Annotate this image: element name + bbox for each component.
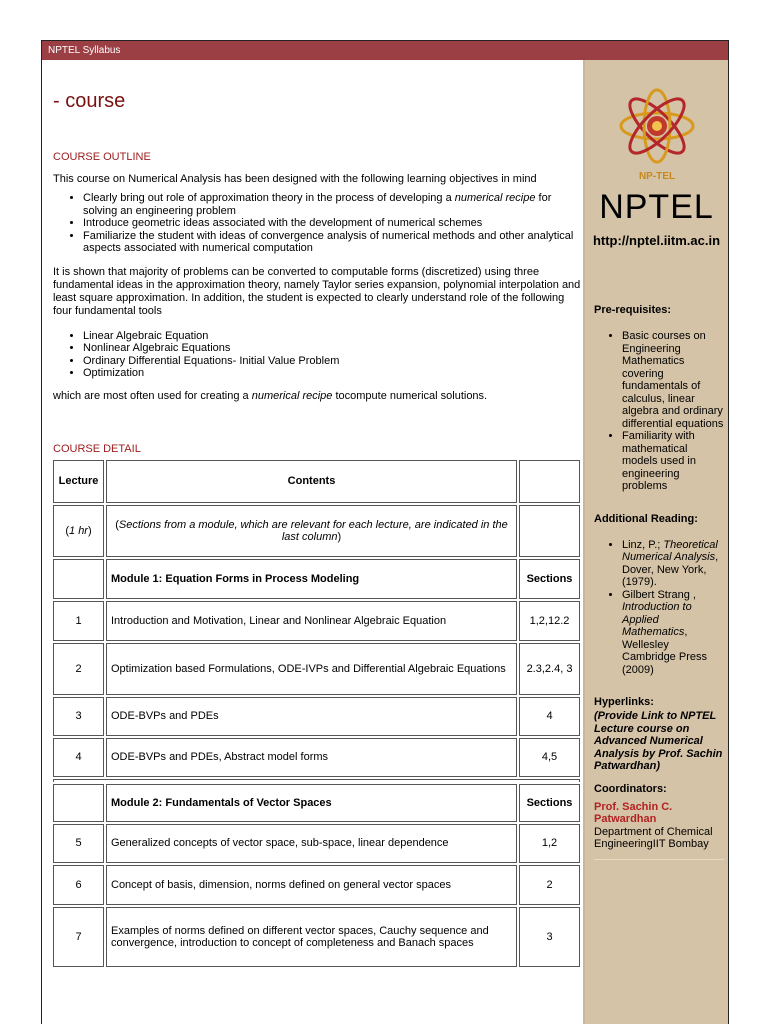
reading-list xyxy=(594,539,724,677)
table-row xyxy=(53,865,580,905)
list-item: • Familiarize the student with ideas of convergence analysis of numerical methods and other analytical aspects associated with numerical computation xyxy=(83,230,583,255)
lecture-sections: 4,5 xyxy=(519,738,580,777)
list-item: • Nonlinear Algebraic Equations xyxy=(83,342,583,355)
svg-text:NP-TEL: NP-TEL xyxy=(638,171,675,182)
outline-intro: This course on Numerical Analysis has been designed with the following learning objectives in mind xyxy=(53,173,537,185)
objectives-list xyxy=(53,192,583,255)
top-bar xyxy=(42,41,728,60)
lecture-sections: 3 xyxy=(519,907,580,967)
module-title: Module 2: Fundamentals of Vector Spaces xyxy=(106,784,517,822)
top-bar-title: NPTEL Syllabus xyxy=(48,45,121,56)
page-title: - course xyxy=(53,90,126,112)
nptel-brand: NPTEL xyxy=(599,188,714,226)
prereq-heading: Pre-requisites: xyxy=(594,304,672,316)
lecture-contents: Generalized concepts of vector space, sub-space, linear dependence xyxy=(106,824,517,863)
lecture-number: 6 xyxy=(53,865,104,905)
table-row xyxy=(53,824,580,863)
lecture-sections: 4 xyxy=(519,697,580,736)
lecture-contents: Introduction and Motivation, Linear and Nonlinear Algebraic Equation xyxy=(106,601,517,641)
prereq-list xyxy=(594,330,724,493)
lecture-sections: 2.3,2.4, 3 xyxy=(519,643,580,695)
lecture-number: 4 xyxy=(53,738,104,777)
lecture-number: 7 xyxy=(53,907,104,967)
lecture-number: 3 xyxy=(53,697,104,736)
lecture-contents: ODE-BVPs and PDEs xyxy=(106,697,517,736)
page-frame xyxy=(41,40,729,1024)
lecture-header: Lecture xyxy=(53,460,104,503)
empty-cell xyxy=(519,460,580,503)
list-item: • Clearly bring out role of approximation theory in the process of developing a numerical recipe for solving an engineering problem xyxy=(83,192,583,217)
hours-cell: (1 hr) xyxy=(53,505,104,557)
hyperlinks-text[interactable]: (Provide Link to NPTEL Lecture course on Advanced Numerical Analysis by Prof. Sachin Patwardhan) xyxy=(594,710,723,772)
empty-cell xyxy=(53,559,104,599)
divider xyxy=(53,779,580,782)
course-detail-table xyxy=(51,458,582,969)
module-title: Module 1: Equation Forms in Process Modeling xyxy=(106,559,517,599)
lecture-contents: Optimization based Formulations, ODE-IVPs and Differential Algebraic Equations xyxy=(106,643,517,695)
list-item: • Linear Algebraic Equation xyxy=(83,330,583,343)
sections-note: (Sections from a module, which are relevant for each lecture, are indicated in the last column) xyxy=(106,505,517,557)
hyperlinks-heading: Hyperlinks: xyxy=(594,696,654,708)
main-content xyxy=(42,60,585,1024)
divider xyxy=(594,859,724,860)
lecture-contents: Concept of basis, dimension, norms defined on general vector spaces xyxy=(106,865,517,905)
empty-cell xyxy=(53,784,104,822)
lecture-sections: 2 xyxy=(519,865,580,905)
table-row xyxy=(53,601,580,641)
tools-list xyxy=(53,330,583,380)
nptel-logo-icon xyxy=(613,82,701,182)
list-item: • Gilbert Strang , Introduction to Applied Mathematics, Wellesley Cambridge Press (2009) xyxy=(622,589,724,677)
table-row xyxy=(53,907,580,967)
table-row xyxy=(53,643,580,695)
lecture-contents: Examples of norms defined on different vector spaces, Cauchy sequence and convergence, introduction to concept of completeness and Banach spaces xyxy=(106,907,517,967)
empty-cell xyxy=(519,505,580,557)
nptel-url-link[interactable]: http://nptel.iitm.ac.in xyxy=(592,233,721,248)
contents-header: Contents xyxy=(106,460,517,503)
lecture-sections: 1,2 xyxy=(519,824,580,863)
table-row xyxy=(53,738,580,777)
coordinator-dept: Department of Chemical EngineeringIIT Bombay xyxy=(594,825,713,850)
sections-header: Sections xyxy=(519,784,580,822)
outline-closing: which are most often used for creating a numerical recipe tocompute numerical solutions. xyxy=(53,389,488,402)
sections-header: Sections xyxy=(519,559,580,599)
lecture-sections: 1,2,12.2 xyxy=(519,601,580,641)
table-row xyxy=(53,697,580,736)
course-detail-heading: COURSE DETAIL xyxy=(53,442,141,455)
lecture-number: 2 xyxy=(53,643,104,695)
coordinator-name: Prof. Sachin C. Patwardhan xyxy=(594,800,673,825)
coordinators-heading: Coordinators: xyxy=(594,782,667,795)
list-item: • Linz, P.; Theoretical Numerical Analysis, Dover, New York, (1979). xyxy=(622,539,724,589)
lecture-contents: ODE-BVPs and PDEs, Abstract model forms xyxy=(106,738,517,777)
list-item: • Familiarity with mathematical models used in engineering problems xyxy=(622,430,724,493)
outline-paragraph: It is shown that majority of problems can be converted to computable forms (discretized) using three fundamental ideas in the approximation theory, namely Taylor series expansion, polynomial interpolation and least square approximation. In addition, the student is expected to clearly understand role of the following four fundamental tools xyxy=(53,265,581,317)
lecture-number: 1 xyxy=(53,601,104,641)
list-item: • Basic courses on Engineering Mathematics covering fundamentals of calculus, linear algebra and ordinary differential equations xyxy=(622,330,724,430)
reading-heading: Additional Reading: xyxy=(594,512,698,525)
lecture-number: 5 xyxy=(53,824,104,863)
sidebar xyxy=(585,60,728,1024)
list-item: • Ordinary Differential Equations- Initial Value Problem xyxy=(83,355,583,368)
course-outline-heading: COURSE OUTLINE xyxy=(53,151,151,163)
list-item: • Introduce geometric ideas associated with the development of numerical schemes xyxy=(83,217,583,230)
list-item: • Optimization xyxy=(83,367,583,380)
